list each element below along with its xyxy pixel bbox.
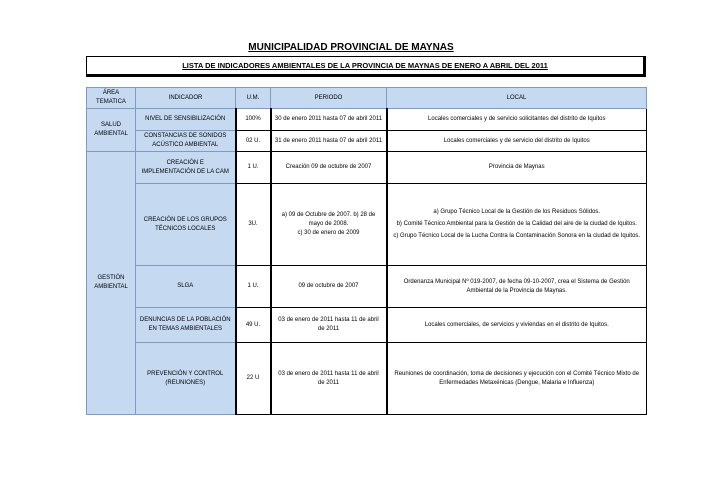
indicador-cell: NIVEL DE SENSIBILIZACIÓN <box>136 109 236 131</box>
um-cell: 02 U. <box>236 131 271 152</box>
um-cell: 3U. <box>236 184 271 266</box>
periodo-cell: 03 de enero de 2011 hasta 11 de abril de 2011 <box>271 308 387 343</box>
area-gestion: GESTIÓN AMBIENTAL <box>87 152 136 415</box>
um-cell: 100% <box>236 109 271 131</box>
subtitle: LISTA DE INDICADORES AMBIENTALES DE LA PROVINCIA DE MAYNAS DE ENERO A ABRIL DEL 2011 <box>182 61 548 70</box>
indicador-cell: CONSTANCIAS DE SONIDOS ACÚSTICO AMBIENTAL <box>136 131 236 152</box>
periodo-line: a) 09 de Octubre de 2007. b) 28 de mayo de 2008. <box>281 212 376 228</box>
indicador-cell: CREACIÓN E IMPLEMENTACIÓN DE LA CAM <box>136 152 236 184</box>
table-row <box>87 184 647 266</box>
periodo-cell: 30 de enero 2011 hasta 07 de abril 2011 <box>271 109 387 131</box>
periodo-cell: 09 de octubre de 2007 <box>271 266 387 308</box>
header-periodo: PERIODO <box>271 88 387 109</box>
local-item: a) Grupo Técnico Local de la Gestión de los Residuos Sólidos. <box>433 209 601 216</box>
indicador-cell: DENUNCIAS DE LA POBLACIÓN EN TEMAS AMBIENTALES <box>136 308 236 343</box>
area-salud: SALUD AMBIENTAL <box>87 109 136 152</box>
um-cell: 49 U. <box>236 308 271 343</box>
local-cell: Provincia de Maynas <box>387 152 647 184</box>
local-cell: Locales comerciales y de servicio del distrito de Iquitos <box>387 131 647 152</box>
um-cell: 1 U. <box>236 266 271 308</box>
local-cell: Reuniones de coordinación, toma de decisiones y ejecución con el Comité Técnico Mixto de Enfermedades Metaxénicas (Dengue, Malaria e Influenza) <box>387 343 647 415</box>
periodo-cell <box>271 184 387 266</box>
periodo-line: c) 30 de enero de 2009 <box>297 229 360 236</box>
indicador-cell: PREVENCIÓN Y CONTROL (REUNIONES) <box>136 343 236 415</box>
header-um: U.M. <box>236 88 271 109</box>
header-area: ÁREA TEMATICA <box>87 88 136 109</box>
um-cell: 22 U <box>236 343 271 415</box>
table-row <box>87 131 647 152</box>
header-local: LOCAL <box>387 88 647 109</box>
local-item: c) Grupo Técnico Local de la Lucha Contra la Contaminación Sonora en la ciudad de Iquitos. <box>393 232 641 239</box>
table-row <box>87 152 647 184</box>
local-cell: Locales comerciales y de servicio solicitantes del distrito de Iquitos <box>387 109 647 131</box>
periodo-cell: 31 de enero 2011 hasta 07 de abril 2011 <box>271 131 387 152</box>
subtitle-box <box>86 56 646 77</box>
indicador-cell: CREACIÓN DE LOS GRUPOS TÉCNICOS LOCALES <box>136 184 236 266</box>
table-header <box>87 88 647 109</box>
local-cell: Ordenanza Municipal Nº 019-2007, de fecha 09-10-2007, crea el Sistema de Gestión Ambiental de la Provincia de Maynas. <box>387 266 647 308</box>
header-indicador: INDICADOR <box>136 88 236 109</box>
document-title: MUNICIPALIDAD PROVINCIAL DE MAYNAS <box>248 42 454 53</box>
periodo-cell: 03 de enero de 2011 hasta 11 de abril de 2011 <box>271 343 387 415</box>
indicators-table <box>86 87 647 415</box>
table-row <box>87 343 647 415</box>
table-row <box>87 109 647 131</box>
um-cell: 1 U. <box>236 152 271 184</box>
local-cell: Locales comerciales, de servicios y viviendas en el distrito de Iquitos. <box>387 308 647 343</box>
local-item: b) Comité Técnico Ambiental para la Gestión de la Calidad del aire de la ciudad de Iquitos. <box>396 221 637 228</box>
periodo-cell: Creación 09 de octubre de 2007 <box>271 152 387 184</box>
indicador-cell: SLGA <box>136 266 236 308</box>
table-row <box>87 266 647 308</box>
local-cell <box>387 184 647 266</box>
table-row <box>87 308 647 343</box>
